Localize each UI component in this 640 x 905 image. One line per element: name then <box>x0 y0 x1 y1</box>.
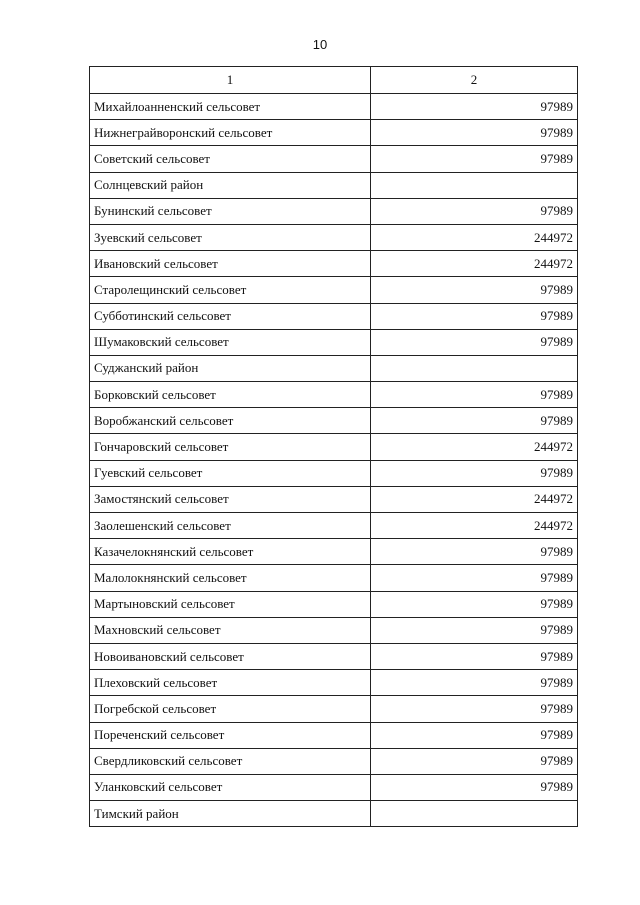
row-name-cell: Ивановский сельсовет <box>90 251 371 277</box>
table-row <box>90 486 578 512</box>
table-row <box>90 696 578 722</box>
table-row <box>90 303 578 329</box>
row-name-cell: Заолешенский сельсовет <box>90 513 371 539</box>
row-name-cell: Субботинский сельсовет <box>90 303 371 329</box>
row-value-cell: 244972 <box>371 434 578 460</box>
page-number: 10 <box>312 37 328 52</box>
row-value-cell: 97989 <box>371 94 578 120</box>
row-name-cell: Михайлоанненский сельсовет <box>90 94 371 120</box>
row-name-cell: Мартыновский сельсовет <box>90 591 371 617</box>
table-row <box>90 382 578 408</box>
row-name-cell: Казачелокнянский сельсовет <box>90 539 371 565</box>
table-row <box>90 355 578 381</box>
table-row <box>90 198 578 224</box>
row-value-cell: 244972 <box>371 486 578 512</box>
table-row <box>90 722 578 748</box>
row-name-cell: Борковский сельсовет <box>90 382 371 408</box>
table-row <box>90 251 578 277</box>
row-name-cell: Махновский сельсовет <box>90 617 371 643</box>
column-header-1: 1 <box>90 67 371 94</box>
row-name-cell: Гончаровский сельсовет <box>90 434 371 460</box>
row-value-cell: 97989 <box>371 382 578 408</box>
table-row <box>90 434 578 460</box>
row-value-cell: 97989 <box>371 120 578 146</box>
row-name-cell: Бунинский сельсовет <box>90 198 371 224</box>
row-value-cell: 97989 <box>371 277 578 303</box>
row-value-cell: 97989 <box>371 303 578 329</box>
row-value-cell: 97989 <box>371 748 578 774</box>
row-name-cell: Погребской сельсовет <box>90 696 371 722</box>
table-row <box>90 774 578 800</box>
row-value-cell: 97989 <box>371 643 578 669</box>
row-value-cell <box>371 355 578 381</box>
row-value-cell <box>371 172 578 198</box>
column-header-2: 2 <box>371 67 578 94</box>
row-name-cell: Зуевский сельсовет <box>90 224 371 250</box>
row-name-cell: Малолокнянский сельсовет <box>90 565 371 591</box>
row-name-cell: Тимский район <box>90 801 371 827</box>
row-value-cell: 244972 <box>371 224 578 250</box>
row-value-cell: 97989 <box>371 696 578 722</box>
row-name-cell: Свердликовский сельсовет <box>90 748 371 774</box>
table-row <box>90 591 578 617</box>
table-row <box>90 539 578 565</box>
table-row <box>90 670 578 696</box>
table-row <box>90 460 578 486</box>
row-name-cell: Замостянский сельсовет <box>90 486 371 512</box>
table-row <box>90 565 578 591</box>
row-name-cell: Шумаковский сельсовет <box>90 329 371 355</box>
table-row <box>90 408 578 434</box>
table-row <box>90 172 578 198</box>
row-value-cell <box>371 801 578 827</box>
row-value-cell: 97989 <box>371 722 578 748</box>
table-row <box>90 617 578 643</box>
row-value-cell: 97989 <box>371 774 578 800</box>
row-name-cell: Гуевский сельсовет <box>90 460 371 486</box>
table-row <box>90 643 578 669</box>
row-name-cell: Солнцевский район <box>90 172 371 198</box>
row-value-cell: 97989 <box>371 146 578 172</box>
table-row <box>90 513 578 539</box>
row-name-cell: Старолещинский сельсовет <box>90 277 371 303</box>
row-value-cell: 97989 <box>371 408 578 434</box>
row-value-cell: 97989 <box>371 670 578 696</box>
row-name-cell: Советский сельсовет <box>90 146 371 172</box>
row-name-cell: Плеховский сельсовет <box>90 670 371 696</box>
table-body <box>90 67 578 827</box>
row-name-cell: Пореченский сельсовет <box>90 722 371 748</box>
table-row <box>90 277 578 303</box>
row-value-cell: 97989 <box>371 460 578 486</box>
table-row <box>90 224 578 250</box>
row-value-cell: 97989 <box>371 198 578 224</box>
row-value-cell: 97989 <box>371 329 578 355</box>
row-value-cell: 97989 <box>371 565 578 591</box>
row-name-cell: Нижнеграйворонский сельсовет <box>90 120 371 146</box>
allocation-table <box>89 66 578 827</box>
row-name-cell: Уланковский сельсовет <box>90 774 371 800</box>
row-value-cell: 244972 <box>371 513 578 539</box>
table-row <box>90 146 578 172</box>
row-value-cell: 244972 <box>371 251 578 277</box>
row-value-cell: 97989 <box>371 617 578 643</box>
row-name-cell: Суджанский район <box>90 355 371 381</box>
table-row <box>90 748 578 774</box>
table-row <box>90 120 578 146</box>
table-row <box>90 329 578 355</box>
row-value-cell: 97989 <box>371 591 578 617</box>
row-name-cell: Воробжанский сельсовет <box>90 408 371 434</box>
row-name-cell: Новоивановский сельсовет <box>90 643 371 669</box>
table-header-row <box>90 67 578 94</box>
table-row <box>90 801 578 827</box>
row-value-cell: 97989 <box>371 539 578 565</box>
table-row <box>90 94 578 120</box>
